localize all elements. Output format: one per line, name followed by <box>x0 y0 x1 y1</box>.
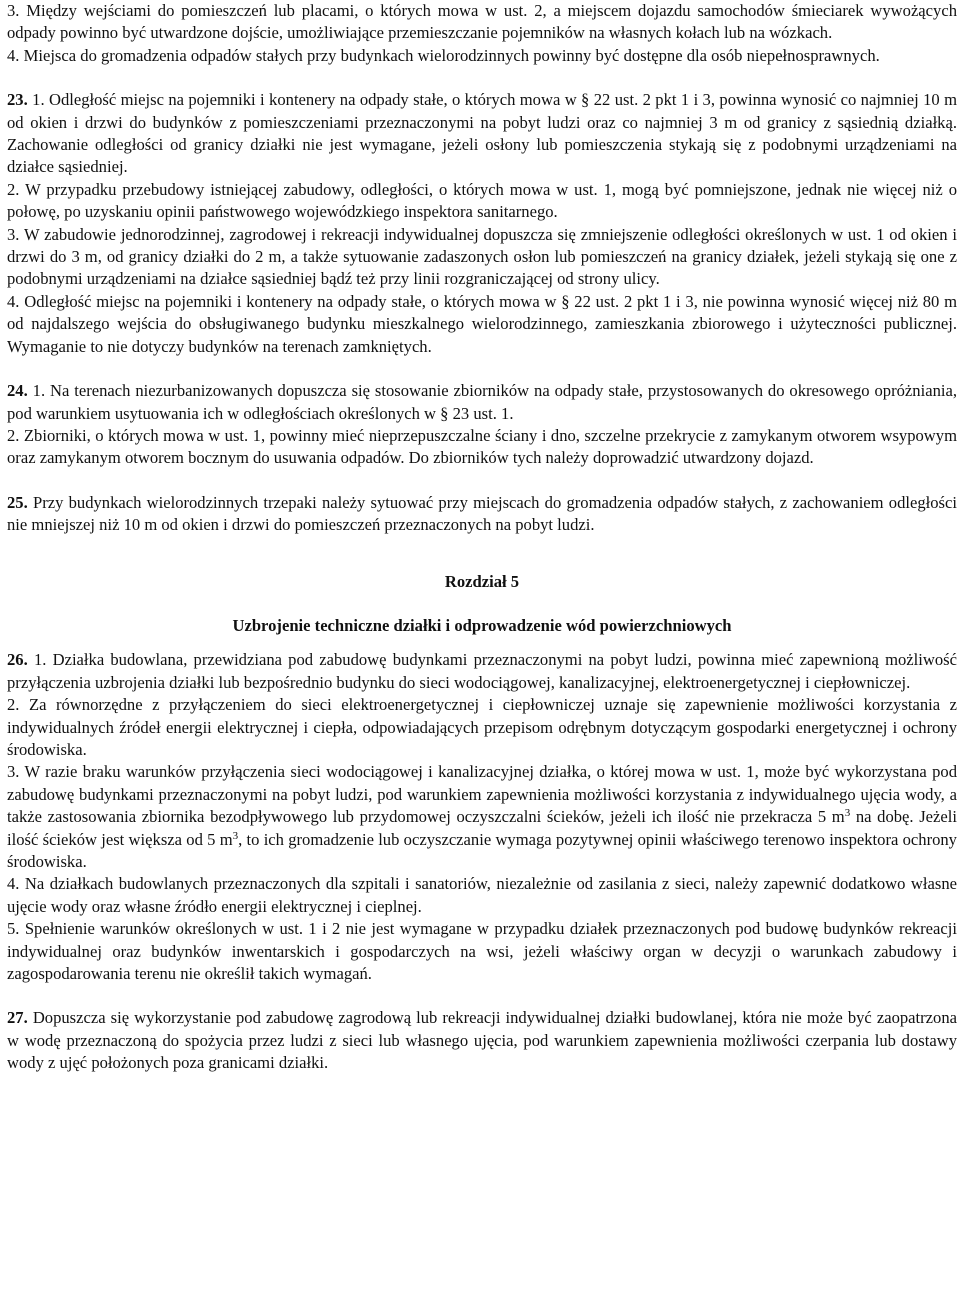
section-23-point-2: 2. W przypadku przebudowy istniejącej zabudowy, odległości, o których mowa w ust. 1, mogą być pomniejszone, jednak nie więcej niż o połowę, po uzyskaniu opinii państwowego wojewódzkiego inspektora sanitarnego. <box>7 179 957 222</box>
section-27 <box>7 1007 957 1074</box>
section-24-point-2: 2. Zbiorniki, o których mowa w ust. 1, powinny mieć nieprzepuszczalne ściany i dno, szczelne przekrycie z zamykanym otworem wsypowym oraz zamykanym otworem bocznym do usuwania odpadów. Do zbiorników tych należy doprowadzić utwardzony dojazd. <box>7 425 957 468</box>
section-23-point-4: 4. Odległość miejsc na pojemniki i kontenery na odpady stałe, o których mowa w § 22 ust. 2 pkt 1 i 3, nie powinna wynosić więcej niż 80 m od najdalszego wejścia do obsługiwanego budynku mieszkalnego wielorodzinnego, zamieszkania zbiorowego i użyteczności publicznej. Wymaganie to nie dotyczy budynków na terenach zamkniętych. <box>7 291 957 356</box>
section-23-number: 23. <box>7 90 28 110</box>
section-23-point-3: 3. W zabudowie jednorodzinnej, zagrodowej i rekreacji indywidualnej dopuszcza się zmniejszenie odległości określonych w ust. 1 od okien i drzwi do 3 m, od granicy działki do 2 m, a także sytuowanie zadaszonych osłon lub pomieszczeń na granicy działek, jeżeli stykają się one z podobnymi urządzeniami na działce sąsiedniej bądź też przy linii rozgraniczającej od strony ulicy. <box>7 224 957 289</box>
section-27-number: 27. <box>7 1008 28 1028</box>
section-26-point-1-text: 1. Działka budowlana, przewidziana pod zabudowę budynkami przeznaczonymi na pobyt ludzi, powinna mieć zapewnioną możliwość przyłączenia uzbrojenia działki lub bezpośrednio budynku do sieci wodociągowej, kanalizacyjnej, elektroenergetycznej i ciepłowniczej. <box>7 650 957 692</box>
section-26-point-5: 5. Spełnienie warunków określonych w ust. 1 i 2 nie jest wymagane w przypadku działek przeznaczonych pod budowę budynków rekreacji indywidualnej oraz budynków inwentarskich i gospodarczych na wsi, jeżeli właściwy organ w decyzji o warunkach zabudowy i zagospodarowania terenu nie określił takich wymagań. <box>7 919 957 984</box>
section-24-point-1-text: 1. Na terenach niezurbanizowanych dopuszcza się stosowanie zbiorników na odpady stałe, przystosowanych do okresowego opróżniania, pod warunkiem usytuowania ich w odległościach określonych w § 23 ust. 1. <box>7 381 957 423</box>
section-24-point-1 <box>7 380 957 425</box>
section-26-point-4: 4. Na działkach budowlanych przeznaczonych dla szpitali i sanatoriów, niezależnie od zasilania z sieci, należy zapewnić dodatkowo własne ujęcie wody oraz własne źródło energii elektrycznej i cieplnej. <box>7 874 957 916</box>
section-27-text: Dopuszcza się wykorzystanie pod zabudowę zagrodową lub rekreacji indywidualnej działki budowlanej, która nie może być zaopatrzona w wodę przeznaczoną do spożycia przez ludzi z sieci lub własnego ujęcia, pod warunkiem zapewnienia możliwości czerpania lub dostawy wody z ujęć położonych poza granicami działki. <box>7 1008 957 1073</box>
section-24-number: 24. <box>7 381 28 401</box>
section-25-number: 25. <box>7 492 28 512</box>
section-26-point-3 <box>7 761 957 873</box>
section-26-number: 26. <box>7 650 28 670</box>
paragraph-3: 3. Między wejściami do pomieszczeń lub placami, o których mowa w ust. 2, a miejscem dojazdu samochodów śmieciarek wywożących odpady powinno być utwardzone dojście, umożliwiające przemieszczanie pojemników na własnych kołach lub na wózkach. <box>7 1 957 43</box>
section-23-point-1 <box>7 89 957 179</box>
section-26-point-1 <box>7 649 957 694</box>
superscript-3: 3 <box>844 807 851 820</box>
section-26-point-3-text-c: , to ich gromadzenie lub oczyszczanie wymaga pozytywnej opinii właściwego terenowo inspektora ochrony środowiska. <box>7 829 957 871</box>
chapter-title: Rozdział 5 <box>444 571 520 591</box>
document-page <box>7 0 957 1075</box>
section-25-text: Przy budynkach wielorodzinnych trzepaki należy sytuować przy miejscach do gromadzenia odpadów stałych, z zachowaniem odległości nie mniejszej niż 10 m od okien i drzwi do pomieszczeń przeznaczonych na pobyt ludzi. <box>7 492 957 535</box>
section-26-point-2: 2. Za równorzędne z przyłączeniem do sieci elektroenergetycznej i ciepłowniczej uznaje się zapewnienie możliwości korzystania z indywidualnych źródeł energii elektrycznej i ciepła, odpowiadających przepisom odrębnym dotyczącym gospodarki energetycznej i ochrony środowiska. <box>7 695 957 759</box>
section-25 <box>7 492 957 537</box>
section-26-point-3-text-a: 3. W razie braku warunków przyłączenia sieci wodociągowej i kanalizacyjnej działka, o której mowa w ust. 1, może być wykorzystana pod zabudowę budynkami przeznaczonymi na pobyt ludzi, pod warunkiem zapewnienia możliwości korzystania z indywidualnego ujęcia wody, a także zastosowania zbiornika bezodpływowego lub przydomowej oczyszczalni ścieków, jeżeli ich ilość nie przekracza 5 m <box>7 762 957 827</box>
chapter-subtitle: Uzbrojenie techniczne działki i odprowadzenie wód powierzchniowych <box>232 615 732 635</box>
section-26-point-3-text-b: na dobę. Jeżeli ilość ścieków jest większa od 5 m <box>7 807 957 849</box>
superscript-3: 3 <box>232 829 239 842</box>
section-23-point-1-text: 1. Odległość miejsc na pojemniki i kontenery na odpady stałe, o których mowa w § 22 ust. 2 pkt 1 i 3, powinna wynosić co najmniej 10 m od okien i drzwi do budynków z pomieszczeniami przeznaczonymi na pobyt ludzi oraz co najmniej 3 m od granicy z sąsiednią działką. Zachowanie odległości od granicy działki nie jest wymagane, jeżeli osłony lub pomieszczenia stykają się z podobnymi urządzeniami na działce sąsiedniej. <box>7 90 957 177</box>
paragraph-4: 4. Miejsca do gromadzenia odpadów stałych przy budynkach wielorodzinnych powinny być dostępne dla osób niepełnosprawnych. <box>7 45 880 65</box>
